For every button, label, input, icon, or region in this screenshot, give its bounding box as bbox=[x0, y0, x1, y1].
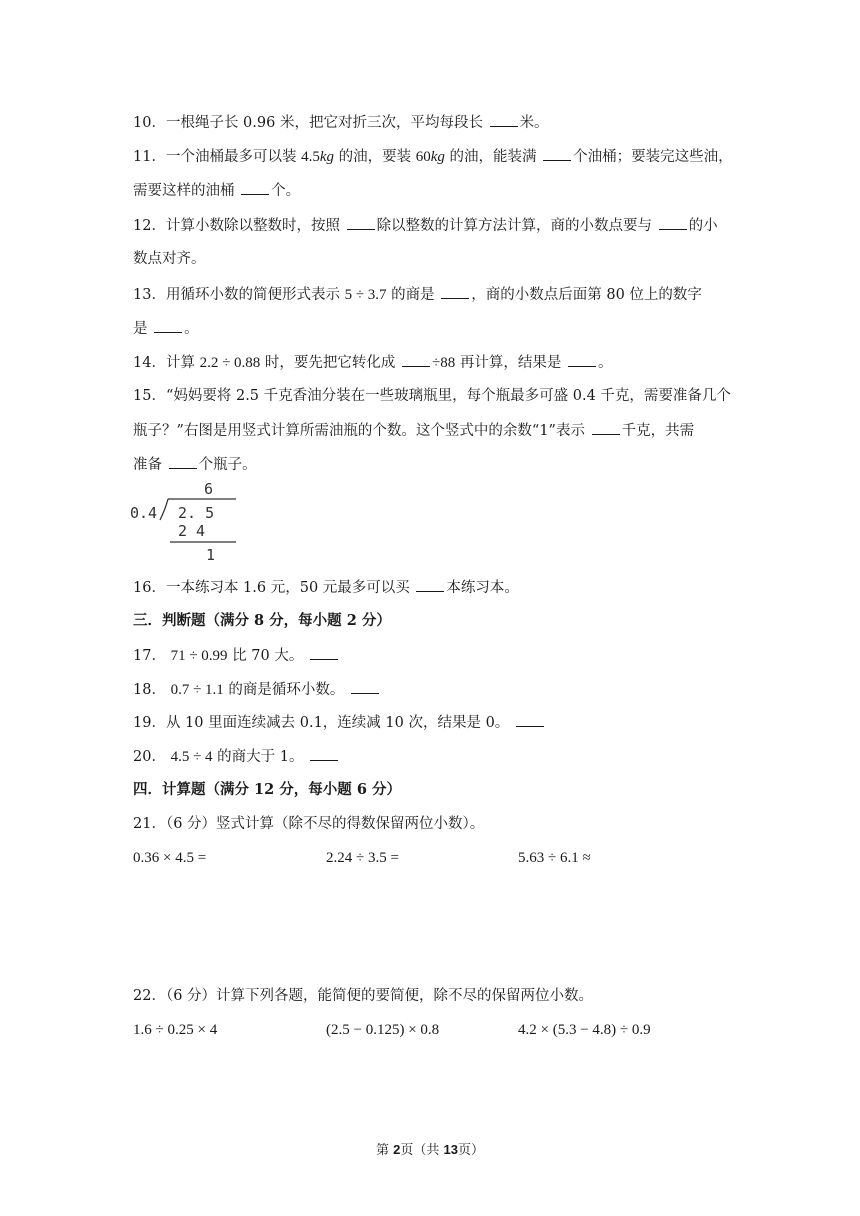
question-13-line-2: 是 。 bbox=[133, 318, 199, 339]
division-dividend: 2. 5 bbox=[178, 504, 215, 522]
question-22-title: 22．（6 分）计算下列各题，能简便的要简便，除不尽的保留两位小数。 bbox=[133, 988, 594, 1004]
answer-blank[interactable] bbox=[416, 577, 444, 592]
question-14: 14．计算 2.2 ÷ 0.88 时，要先把它转化成 ÷88 再计算，结果是 。 bbox=[133, 352, 612, 373]
page-number: 2 bbox=[393, 1142, 401, 1157]
question-15-line-1: 15．“妈妈要将 2.5 千克香油分装在一些玻璃瓶里，每个瓶最多可盛 0.4 千克，需要准备几个 bbox=[133, 388, 731, 404]
question-22-expr-3: 4.2 × (5.3 − 4.8) ÷ 0.9 bbox=[518, 1022, 651, 1038]
division-quotient: 6 bbox=[204, 480, 214, 498]
question-18: 18． 0.7 ÷ 1.1 的商是循环小数。 bbox=[133, 679, 381, 700]
question-11-line-2: 需要这样的油桶 个。 bbox=[133, 180, 300, 201]
question-21-expr-3: 5.63 ÷ 6.1 ≈ bbox=[518, 850, 591, 866]
answer-blank[interactable] bbox=[347, 215, 375, 230]
division-remainder: 1 bbox=[206, 546, 216, 564]
page-footer: 第 2页（共 13页） bbox=[376, 1142, 484, 1158]
division-product: 2 4 bbox=[178, 522, 206, 540]
answer-blank[interactable] bbox=[310, 746, 338, 761]
question-21-expr-1: 0.36 × 4.5 = bbox=[133, 850, 207, 866]
answer-blank[interactable] bbox=[351, 679, 379, 694]
question-16: 16．一本练习本 1.6 元，50 元最多可以买 本练习本。 bbox=[133, 577, 519, 598]
answer-blank[interactable] bbox=[310, 645, 338, 660]
question-10: 10．一根绳子长 0.96 米，把它对折三次，平均每段长 米。 bbox=[133, 112, 549, 133]
question-21-title: 21．（6 分）竖式计算（除不尽的得数保留两位小数）。 bbox=[133, 816, 485, 832]
division-divisor: 0.4 bbox=[130, 504, 158, 522]
question-12-line-1: 12．计算小数除以整数时，按照 除以整数的计算方法计算，商的小数点要与 的小 bbox=[133, 215, 718, 236]
question-15-line-3: 准备 个瓶子。 bbox=[133, 454, 257, 475]
division-bracket bbox=[160, 499, 168, 520]
question-13-line-1: 13．用循环小数的简便形式表示 5 ÷ 3.7 的商是 ，商的小数点后面第 80 位上的数字 bbox=[133, 284, 702, 305]
answer-blank[interactable] bbox=[659, 215, 687, 230]
answer-blank[interactable] bbox=[402, 352, 430, 367]
long-division-figure bbox=[128, 478, 248, 564]
answer-blank[interactable] bbox=[516, 712, 544, 727]
question-22-expr-1: 1.6 ÷ 0.25 × 4 bbox=[133, 1022, 218, 1038]
section-4-heading: 四．计算题（满分 12 分，每小题 6 分） bbox=[133, 781, 401, 798]
question-17: 17． 71 ÷ 0.99 比 70 大。 bbox=[133, 645, 340, 666]
answer-blank[interactable] bbox=[441, 284, 469, 299]
answer-blank[interactable] bbox=[169, 454, 197, 469]
question-22-expr-2: (2.5 − 0.125) × 0.8 bbox=[326, 1022, 440, 1038]
question-21-expr-2: 2.24 ÷ 3.5 = bbox=[326, 850, 399, 866]
question-12-line-2: 数点对齐。 bbox=[133, 251, 206, 267]
question-15-line-2: 瓶子？”右图是用竖式计算所需油瓶的个数。这个竖式中的余数“1”表示 千克，共需 bbox=[133, 420, 694, 441]
answer-blank[interactable] bbox=[568, 352, 596, 367]
question-11-line-1: 11．一个油桶最多可以装 4.5kg 的油，要装 60kg 的油，能装满 个油桶；要装完这些油， bbox=[133, 146, 733, 167]
question-20: 20． 4.5 ÷ 4 的商大于 1。 bbox=[133, 746, 340, 767]
question-19: 19．从 10 里面连续减去 0.1，连续减 10 次，结果是 0。 bbox=[133, 712, 546, 733]
answer-blank[interactable] bbox=[154, 318, 182, 333]
answer-blank[interactable] bbox=[241, 180, 269, 195]
answer-blank[interactable] bbox=[490, 112, 518, 127]
section-3-heading: 三．判断题（满分 8 分，每小题 2 分） bbox=[133, 612, 391, 629]
answer-blank[interactable] bbox=[543, 146, 571, 161]
answer-blank[interactable] bbox=[592, 420, 620, 435]
total-pages: 13 bbox=[443, 1142, 458, 1157]
